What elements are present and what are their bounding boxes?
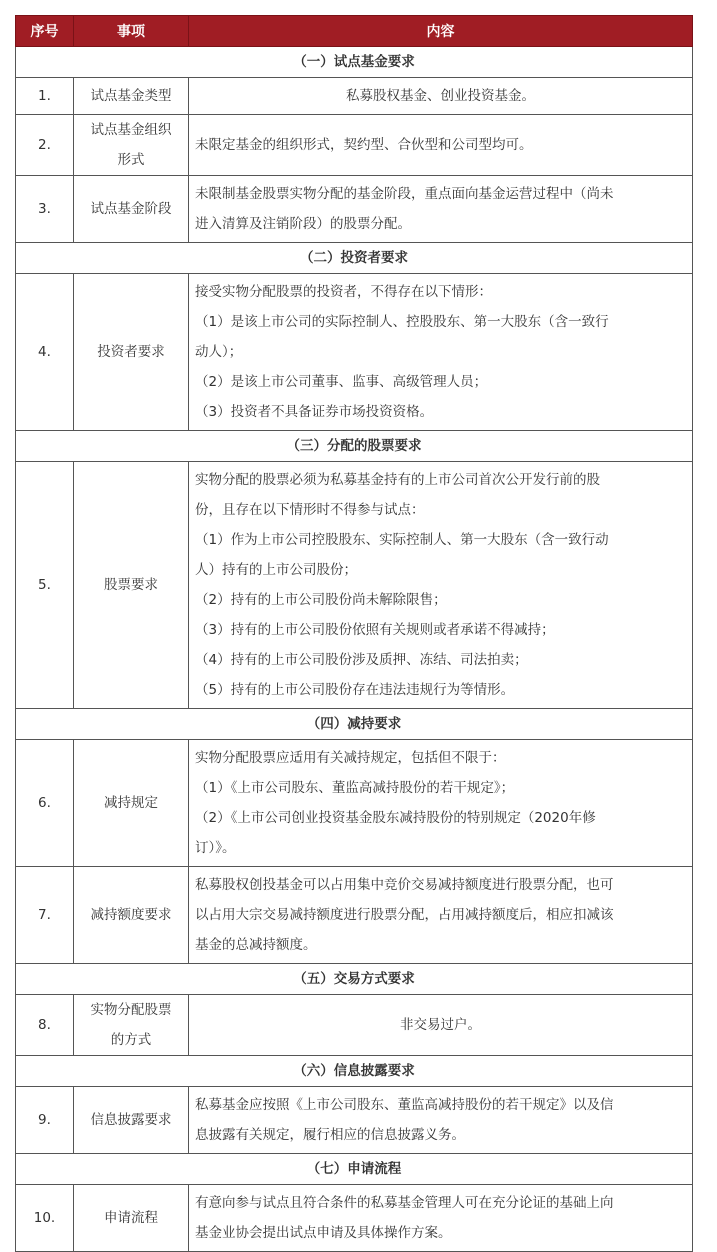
section-row (16, 1056, 693, 1087)
table-row (16, 78, 693, 115)
row-item (74, 1087, 189, 1154)
table-row (16, 867, 693, 964)
section-title: （一）试点基金要求 (16, 47, 693, 78)
policy-table-container (15, 15, 692, 1252)
section-title: （七）申请流程 (16, 1154, 693, 1185)
row-item (74, 274, 189, 431)
row-content (189, 78, 693, 115)
item-line: 申请流程 (104, 1210, 158, 1226)
row-content (189, 1185, 693, 1252)
content-line: （2）是该上市公司董事、监事、高级管理人员； (195, 374, 488, 390)
table-row (16, 1087, 693, 1154)
table-body (16, 47, 693, 1252)
content-line: 动人）； (195, 344, 243, 360)
row-number: 6. (16, 740, 74, 867)
item-line: 实物分配股票 (90, 1002, 172, 1018)
row-number: 4. (16, 274, 74, 431)
row-number: 10. (16, 1185, 74, 1252)
row-content (189, 176, 693, 243)
row-content (189, 274, 693, 431)
content-line: 份，且存在以下情形时不得参与试点： (195, 502, 425, 518)
header-content: 内容 (189, 16, 693, 47)
row-content (189, 115, 693, 176)
content-line: 未限制基金股票实物分配的基金阶段，重点面向基金运营过程中（尚未 (195, 186, 614, 202)
table-row (16, 115, 693, 176)
content-line: 以占用大宗交易减持额度进行股票分配，占用减持额度后，相应扣减该 (195, 907, 614, 923)
row-item (74, 115, 189, 176)
section-row (16, 964, 693, 995)
policy-table (15, 15, 693, 1252)
row-item (74, 995, 189, 1056)
item-line: 形式 (117, 152, 145, 168)
row-number: 2. (16, 115, 74, 176)
section-row (16, 1154, 693, 1185)
section-title: （三）分配的股票要求 (16, 431, 693, 462)
table-header-row (16, 16, 693, 47)
content-line: （2）《上市公司创业投资基金股东减持股份的特别规定（2020年修 (195, 810, 596, 826)
row-number: 5. (16, 462, 74, 709)
content-line: （3）持有的上市公司股份依照有关规则或者承诺不得减持； (195, 622, 555, 638)
row-item (74, 176, 189, 243)
row-item (74, 740, 189, 867)
section-title: （二）投资者要求 (16, 243, 693, 274)
table-row (16, 1185, 693, 1252)
row-content (189, 1087, 693, 1154)
content-line: 私募股权创投基金可以占用集中竞价交易减持额度进行股票分配，也可 (195, 877, 614, 893)
content-line: （1）是该上市公司的实际控制人、控股股东、第一大股东（含一致行 (195, 314, 609, 330)
content-line: （1）《上市公司股东、董监高减持股份的若干规定》； (195, 780, 515, 796)
row-item (74, 867, 189, 964)
row-number: 1. (16, 78, 74, 115)
content-line: 人）持有的上市公司股份； (195, 562, 357, 578)
section-row (16, 431, 693, 462)
content-line: 进入清算及注销阶段）的股票分配。 (195, 216, 411, 232)
item-line: 投资者要求 (97, 344, 165, 360)
content-line: 实物分配股票应适用有关减持规定，包括但不限于： (195, 750, 506, 766)
table-row (16, 274, 693, 431)
content-line: 私募股权基金、创业投资基金。 (346, 88, 535, 104)
row-content (189, 740, 693, 867)
section-row (16, 243, 693, 274)
section-row (16, 47, 693, 78)
content-line: 实物分配的股票必须为私募基金持有的上市公司首次公开发行前的股 (195, 472, 600, 488)
table-row (16, 462, 693, 709)
content-line: 订）》。 (195, 840, 236, 856)
header-no: 序号 (16, 16, 74, 47)
row-content (189, 462, 693, 709)
row-item (74, 1185, 189, 1252)
content-line: 基金业协会提出试点申请及具体操作方案。 (195, 1225, 452, 1241)
content-line: （1）作为上市公司控股股东、实际控制人、第一大股东（含一致行动 (195, 532, 609, 548)
row-item (74, 462, 189, 709)
item-line: 减持额度要求 (90, 907, 172, 923)
section-title: （五）交易方式要求 (16, 964, 693, 995)
item-line: 试点基金阶段 (90, 201, 172, 217)
item-line: 试点基金类型 (90, 88, 172, 104)
section-row (16, 709, 693, 740)
content-line: 有意向参与试点且符合条件的私募基金管理人可在充分论证的基础上向 (195, 1195, 614, 1211)
section-title: （四）减持要求 (16, 709, 693, 740)
row-content (189, 867, 693, 964)
row-content (189, 995, 693, 1056)
row-number: 7. (16, 867, 74, 964)
table-row (16, 176, 693, 243)
item-line: 信息披露要求 (90, 1112, 172, 1128)
content-line: 未限定基金的组织形式，契约型、合伙型和公司型均可。 (195, 137, 533, 153)
content-line: （4）持有的上市公司股份涉及质押、冻结、司法拍卖； (195, 652, 528, 668)
row-item (74, 78, 189, 115)
row-number: 9. (16, 1087, 74, 1154)
table-row (16, 995, 693, 1056)
section-title: （六）信息披露要求 (16, 1056, 693, 1087)
content-line: （3）投资者不具备证券市场投资资格。 (195, 404, 434, 420)
content-line: 基金的总减持额度。 (195, 937, 317, 953)
content-line: （5）持有的上市公司股份存在违法违规行为等情形。 (195, 682, 515, 698)
content-line: （2）持有的上市公司股份尚未解除限售； (195, 592, 447, 608)
content-line: 接受实物分配股票的投资者，不得存在以下情形： (195, 284, 492, 300)
content-line: 息披露有关规定，履行相应的信息披露义务。 (195, 1127, 465, 1143)
item-line: 减持规定 (104, 795, 158, 811)
item-line: 试点基金组织 (90, 122, 172, 138)
header-item: 事项 (74, 16, 189, 47)
table-row (16, 740, 693, 867)
row-number: 3. (16, 176, 74, 243)
content-line: 非交易过户。 (400, 1017, 481, 1033)
row-number: 8. (16, 995, 74, 1056)
item-line: 的方式 (110, 1032, 152, 1048)
content-line: 私募基金应按照《上市公司股东、董监高减持股份的若干规定》以及信 (195, 1097, 614, 1113)
item-line: 股票要求 (104, 577, 158, 593)
